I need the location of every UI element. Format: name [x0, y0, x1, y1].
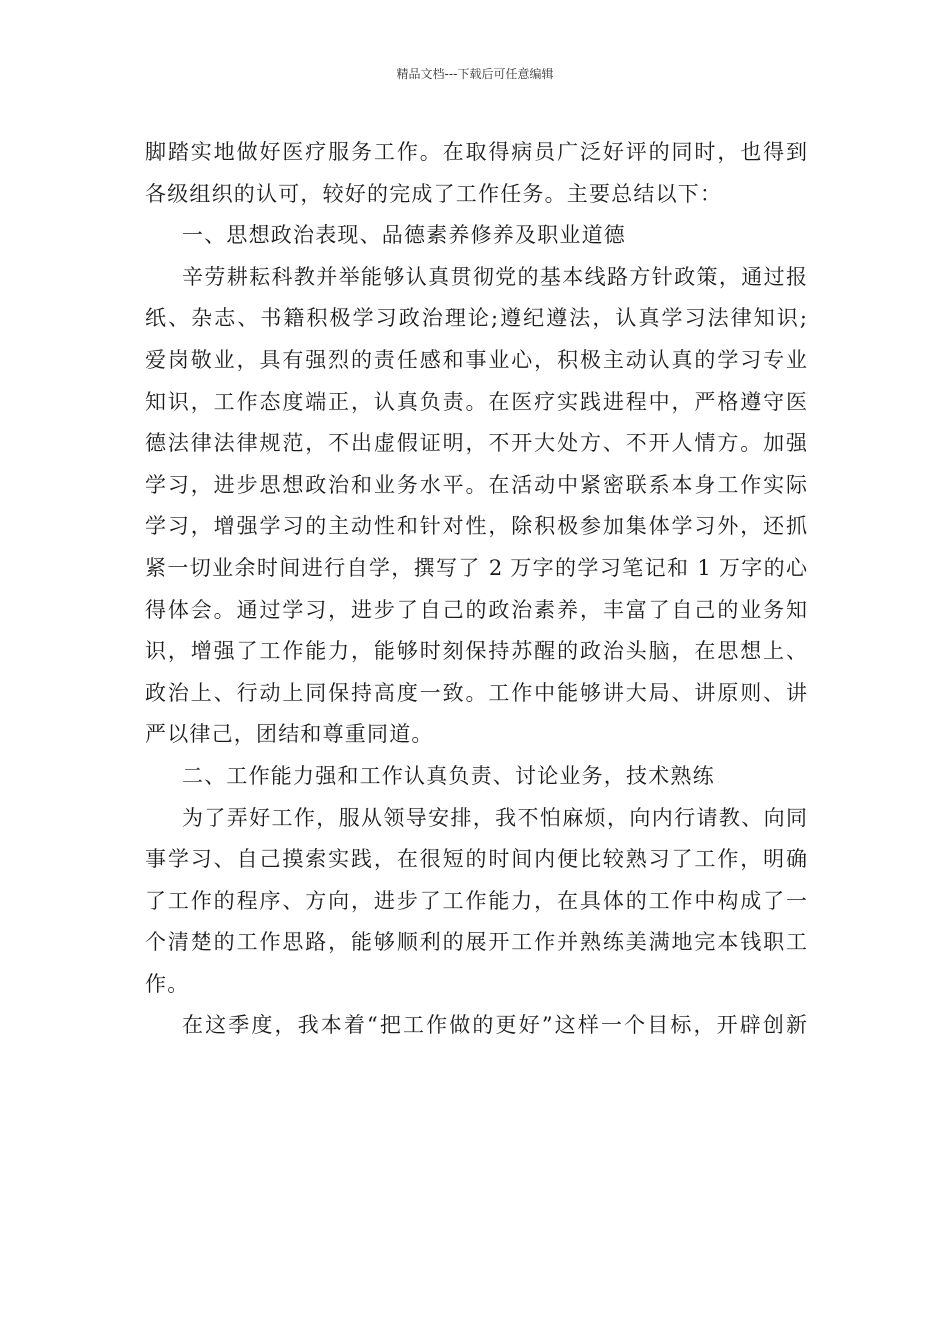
paragraph-line: 个清楚的工作思路，能够顺利的展开工作并熟练美满地完本钱职工 — [145, 930, 807, 955]
page-header: 精品文档---下载后可任意编辑 — [396, 67, 554, 81]
paragraph-line: 得体会。通过学习，进步了自己的政治素养，丰富了自己的业务知 — [145, 597, 807, 622]
paragraph-line: 各级组织的认可，较好的完成了工作任务。主要总结以下： — [145, 181, 723, 206]
paragraph-line: 紧一切业余时间进行自学，撰写了 2 万字的学习笔记和 1 万字的心 — [145, 555, 807, 580]
paragraph-line: 识，增强了工作能力，能够时刻保持苏醒的政治头脑，在思想上、 — [145, 639, 807, 664]
paragraph-line: 知识，工作态度端正，认真负责。在医疗实践进程中，严格遵守医 — [145, 389, 807, 414]
paragraph-line: 严以律己，团结和尊重同道。 — [145, 722, 434, 747]
paragraph-line: 辛劳耕耘科教并举能够认真贯彻党的基本线路方针政策，通过报 — [182, 264, 807, 289]
paragraph-line: 纸、杂志、书籍积极学习政治理论;遵纪遵法，认真学习法律知识; — [145, 306, 807, 331]
paragraph-line: 学习，增强学习的主动性和针对性，除积极参加集体学习外，还抓 — [145, 514, 807, 539]
paragraph-line: 德法律法律规范，不出虚假证明，不开大处方、不开人情方。加强 — [145, 431, 807, 456]
paragraph-line: 事学习、自己摸索实践，在很短的时间内便比较熟习了工作，明确 — [145, 847, 807, 872]
paragraph-line: 作。 — [145, 971, 190, 996]
paragraph-line: 了工作的程序、方向，进步了工作能力，在具体的工作中构成了一 — [145, 888, 807, 913]
paragraph-line: 脚踏实地做好医疗服务工作。在取得病员广泛好评的同时，也得到 — [145, 140, 807, 164]
paragraph-line: 爱岗敬业，具有强烈的责任感和事业心，积极主动认真的学习专业 — [145, 347, 807, 372]
paragraph-line: 二、工作能力强和工作认真负责、讨论业务，技术熟练 — [182, 763, 715, 788]
document-body — [145, 132, 807, 1047]
paragraph-line: 学习，进步思想政治和业务水平。在活动中紧密联系本身工作实际 — [145, 472, 807, 497]
paragraph-line: 政治上、行动上同保持高度一致。工作中能够讲大局、讲原则、讲 — [145, 680, 807, 705]
paragraph-line: 一、思想政治表现、品德素养修养及职业道德 — [182, 223, 626, 248]
paragraph-line: 在这季度，我本着“把工作做的更好”这样一个目标，开辟创新 — [182, 1013, 807, 1038]
paragraph-line: 为了弄好工作，服从领导安排，我不怕麻烦，向内行请教、向同 — [182, 805, 807, 830]
